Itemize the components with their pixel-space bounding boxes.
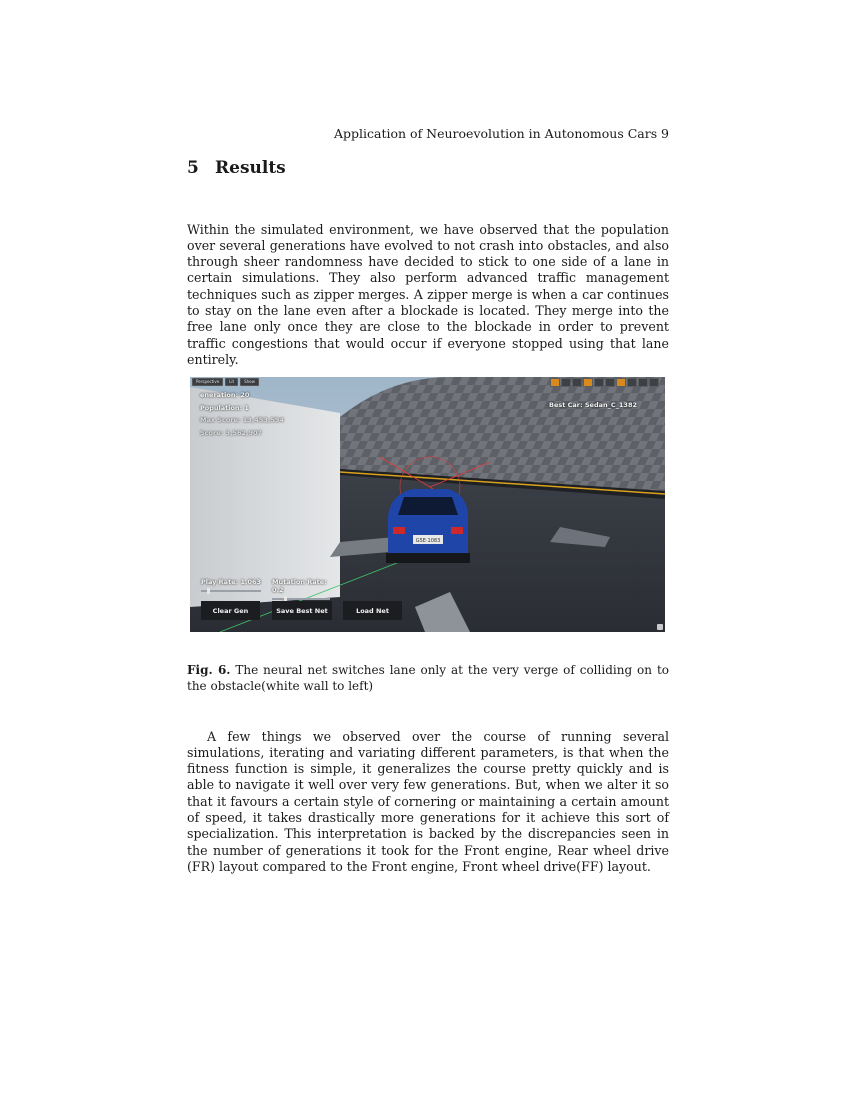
mutation-rate-label: Mutation Rate: 0.2 — [272, 578, 327, 594]
perspective-button[interactable]: Perspective — [192, 378, 223, 386]
running-title: Application of Neuroevolution in Autonomous Cars — [334, 126, 658, 141]
toolbar-icon[interactable] — [583, 378, 593, 387]
play-rate-slider[interactable] — [201, 590, 261, 592]
caption-text: The neural net switches lane only at the very verge of colliding on to the obstacle(white wall to left) — [187, 663, 669, 693]
section-heading — [187, 158, 286, 178]
toolbar-icon[interactable] — [616, 378, 626, 387]
license-plate: G5E·1083 — [415, 538, 441, 544]
toolbar-icon[interactable] — [572, 378, 582, 387]
toolbar-icon[interactable] — [550, 378, 560, 387]
max-score-label: Max Score: 13,453,594 — [200, 416, 284, 424]
section-number: 5 — [187, 158, 199, 178]
play-rate-control — [201, 578, 261, 592]
toolbar-icon[interactable] — [638, 378, 648, 387]
clear-gen-button[interactable]: Clear Gen — [201, 601, 260, 620]
viewport-toolbar-right — [550, 378, 659, 387]
toolbar-icon[interactable] — [649, 378, 659, 387]
toolbar-icon[interactable] — [594, 378, 604, 387]
simulation-screenshot — [190, 377, 665, 632]
play-rate-label: Play Rate: 1.063 — [201, 578, 262, 586]
toolbar-icon[interactable] — [605, 378, 615, 387]
page-number: 9 — [661, 126, 669, 141]
paragraph-results-intro: Within the simulated environment, we have observed that the population over several generations have evolved to not crash into obstacles, and also through sheer randomness have decided to stick to one side of a lane in certain simulations. They also perform advanced traffic management techniques such as zipper merges. A zipper merge is when a car continues to stay on the lane even after a blockade is located. They merge into the free lane only once they are close to the blockade in order to prevent traffic congestions that would occur if everyone stopped using that lane entirely. — [187, 221, 669, 367]
blue-car — [386, 489, 470, 563]
caption-label: Fig. 6. — [187, 663, 231, 677]
toolbar-icon[interactable] — [561, 378, 571, 387]
hud-stats — [200, 389, 284, 439]
paragraph-observations: A few things we observed over the course of running several simulations, iterating and variating different parameters, is that when the fitness function is simple, it generalizes the course pretty quickly and is able to navigate it well over very few generations. But, when we alter it so that it favours a certain style of cornering or maintaining a certain amount of speed, it takes drastically more generations for it achieve this sort of specialization. This interpretation is backed by the discrepancies seen in the number of generations it took for the Front engine, Rear wheel drive (FR) layout compared to the Front engine, Front wheel drive(FF) layout. — [187, 728, 669, 874]
play-rate-slider-knob[interactable] — [207, 588, 210, 594]
viewport-toolbar-left — [192, 378, 259, 386]
resize-handle[interactable] — [657, 624, 663, 630]
best-car-label: Best Car: Sedan_C_1382 — [549, 401, 637, 409]
mutation-rate-control — [272, 578, 330, 600]
toolbar-icon[interactable] — [627, 378, 637, 387]
save-best-net-button[interactable]: Save Best Net — [272, 601, 332, 620]
population-label: Population: 1 — [200, 403, 249, 412]
section-title: Results — [215, 158, 286, 178]
load-net-button[interactable]: Load Net — [343, 601, 402, 620]
lit-button[interactable]: Lit — [225, 378, 238, 386]
show-button[interactable]: Show — [240, 378, 259, 386]
generation-label: eneration: 20 — [200, 391, 250, 399]
mutation-rate-slider[interactable] — [272, 598, 330, 600]
figure-caption — [187, 662, 669, 694]
score-label: Score: 3,562,907 — [200, 428, 263, 437]
